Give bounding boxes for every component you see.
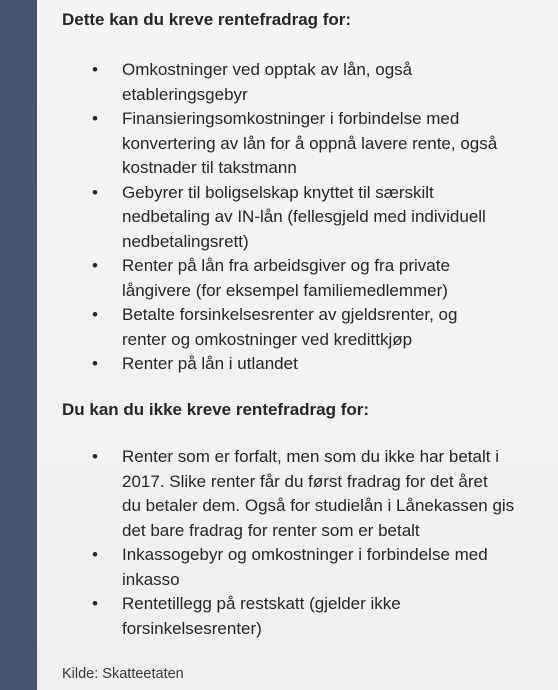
bullet-icon: •	[92, 447, 98, 466]
list-item-line: nedbetaling av IN-lån (fellesgjeld med individuell	[122, 207, 486, 226]
bullet-icon: •	[92, 545, 98, 564]
list-item-line: Renter på lån fra arbeidsgiver og fra private	[122, 256, 450, 275]
list-item	[0, 543, 558, 592]
list-item-line: renter og omkostninger ved kredittkjøp	[122, 329, 413, 349]
list-item	[0, 592, 558, 641]
list-item	[0, 107, 558, 181]
bullet-icon: •	[92, 305, 98, 324]
bullet-icon: •	[92, 60, 98, 79]
list-item	[0, 254, 558, 303]
section-heading-deductible: Dette kan du kreve rentefradrag for:	[62, 10, 352, 29]
list-item-line: konvertering av lån for å oppnå lavere rente, også	[122, 133, 498, 153]
list-item-line: Finansieringsomkostninger i forbindelse med	[122, 109, 460, 128]
list-item-line: Inkassogebyr og omkostninger i forbindelse med	[122, 545, 488, 564]
list-item-line: forsinkelsesrenter)	[122, 618, 262, 638]
list-item	[0, 352, 558, 377]
source-note: Kilde: Skatteetaten	[62, 666, 184, 682]
list-item	[0, 445, 558, 543]
section-heading-non-deductible: Du kan du ikke kreve rentefradrag for:	[62, 400, 370, 419]
deductible-list	[0, 58, 558, 377]
list-item-line: du betaler dem. Også for studielån i Lånekassen gis	[122, 496, 515, 515]
list-item-line: kostnader til takstmann	[122, 158, 297, 177]
list-item-line: etableringsgebyr	[122, 84, 248, 104]
list-item	[0, 181, 558, 255]
list-item-line: Renter på lån i utlandet	[122, 354, 298, 373]
list-item-line: långivere (for eksempel familiemedlemmer)	[122, 280, 448, 300]
non-deductible-list	[0, 445, 558, 641]
list-item-line: 2017. Slike renter får du først fradrag for det året	[122, 471, 488, 491]
bullet-icon: •	[92, 109, 98, 128]
list-item-line: Gebyrer til boligselskap knyttet til særskilt	[122, 182, 434, 202]
list-item-line: det bare fradrag for renter som er betalt	[122, 520, 420, 540]
list-item-line: Omkostninger ved opptak av lån, også	[122, 60, 413, 79]
list-item-line: nedbetalingsrett)	[122, 231, 249, 251]
bullet-icon: •	[92, 594, 98, 613]
list-item-line: inkasso	[122, 569, 180, 589]
bullet-icon: •	[92, 354, 98, 373]
list-item-line: Rentetillegg på restskatt (gjelder ikke	[122, 594, 401, 613]
list-item	[0, 58, 558, 107]
list-item	[0, 303, 558, 352]
list-item-line: Betalte forsinkelsesrenter av gjeldsrenter, og	[122, 305, 458, 324]
list-item-line: Renter som er forfalt, men som du ikke har betalt i	[122, 447, 499, 466]
bullet-icon: •	[92, 256, 98, 275]
bullet-icon: •	[92, 182, 98, 202]
